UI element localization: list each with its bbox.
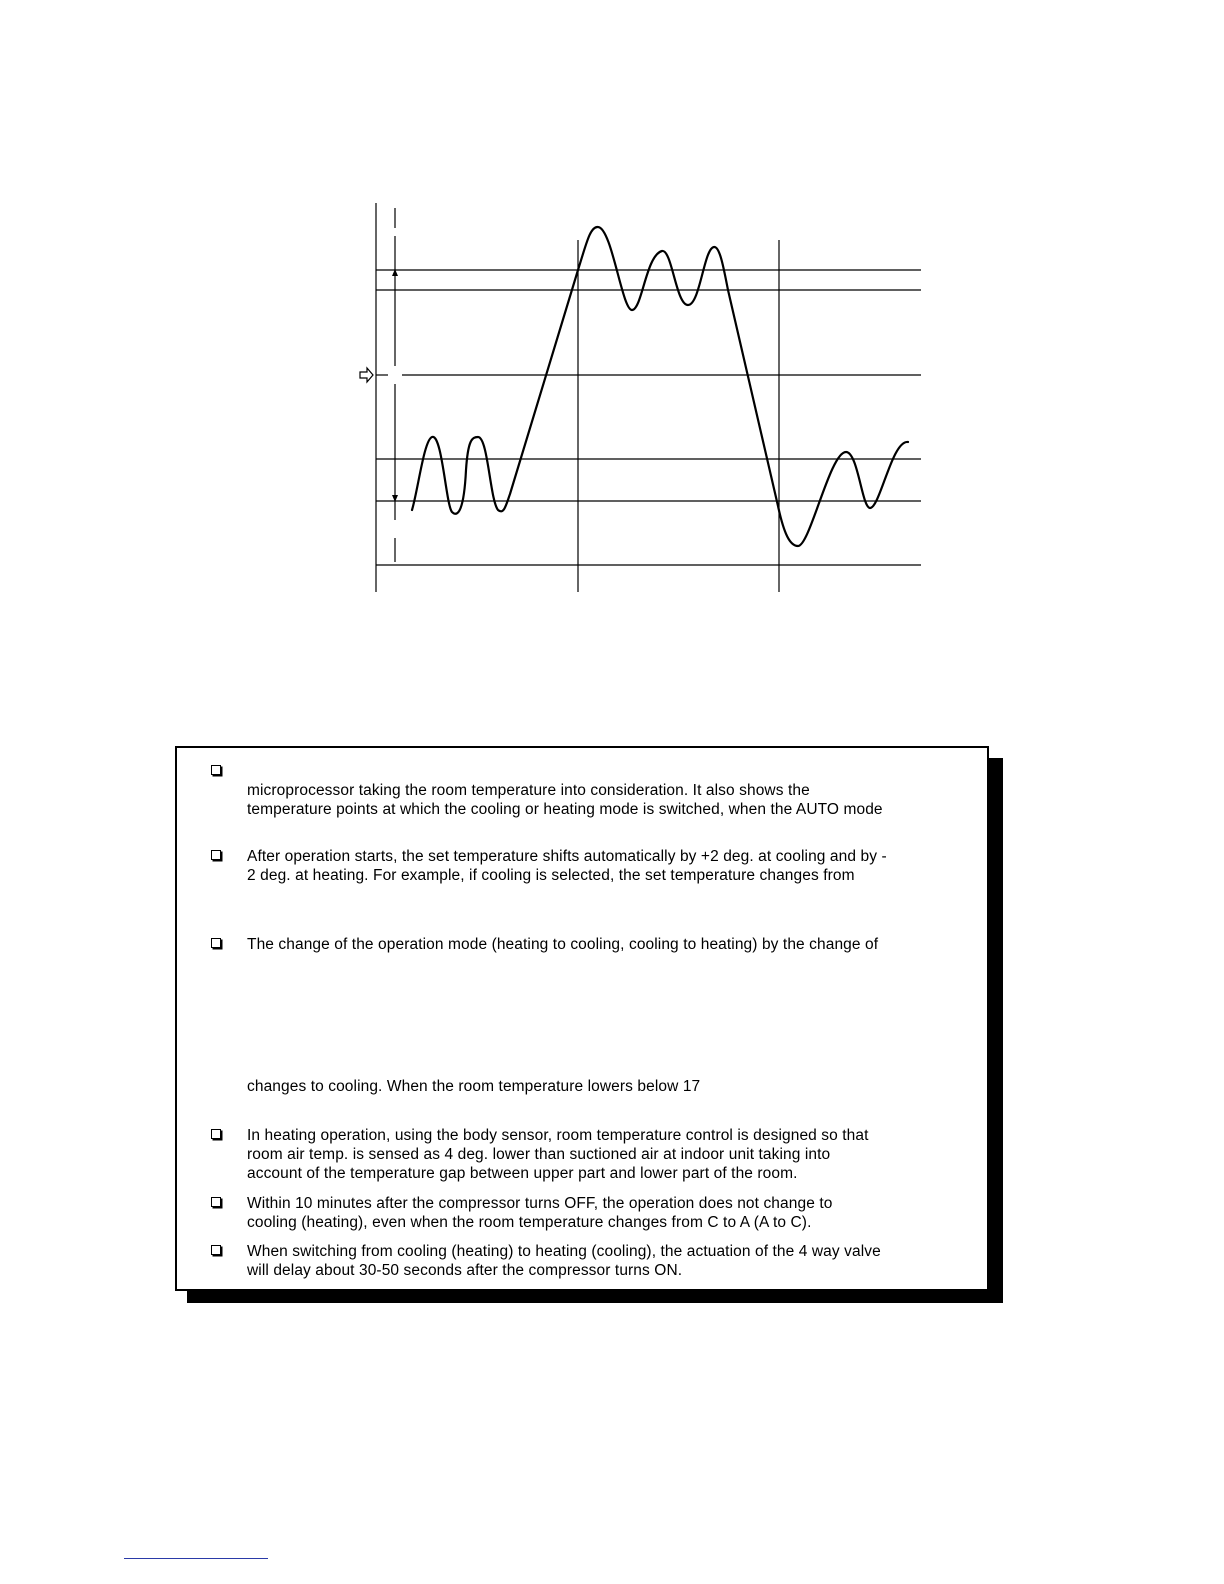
- checkbox-bullet-icon: [211, 938, 221, 948]
- right-arrow-outline-icon: [360, 368, 373, 382]
- note-line: microprocessor taking the room temperature into consideration. It also shows the: [247, 782, 810, 799]
- note-line: In heating operation, using the body sensor, room temperature control is designed so that: [247, 1127, 869, 1144]
- note-line: Within 10 minutes after the compressor turns OFF, the operation does not change to: [247, 1195, 833, 1212]
- checkbox-bullet-icon: [211, 1245, 221, 1255]
- checkbox-bullet-icon: [211, 1197, 221, 1207]
- note-line: When switching from cooling (heating) to heating (cooling), the actuation of the 4 way valve: [247, 1243, 881, 1260]
- checkbox-bullet-icon: [211, 1129, 221, 1139]
- note-line: temperature points at which the cooling or heating mode is switched, when the AUTO mode: [247, 801, 883, 818]
- note-line: After operation starts, the set temperature shifts automatically by +2 deg. at cooling and by -: [247, 848, 887, 865]
- note-line: room air temp. is sensed as 4 deg. lower than suctioned air at indoor unit taking into: [247, 1146, 831, 1163]
- footnote-separator: [124, 1558, 268, 1559]
- temperature-mode-diagram: [0, 0, 1224, 700]
- checkbox-bullet-icon: [211, 850, 221, 860]
- notes-box: [175, 746, 989, 1291]
- note-line: account of the temperature gap between upper part and lower part of the room.: [247, 1165, 798, 1182]
- room-temperature-curve: [412, 227, 908, 546]
- note-line: cooling (heating), even when the room temperature changes from C to A (A to C).: [247, 1214, 812, 1231]
- note-line: 2 deg. at heating. For example, if cooling is selected, the set temperature changes from: [247, 867, 855, 884]
- checkbox-bullet-icon: [211, 765, 221, 775]
- note-line: changes to cooling. When the room temperature lowers below 17: [247, 1078, 701, 1095]
- note-line: The change of the operation mode (heating to cooling, cooling to heating) by the change of: [247, 936, 879, 953]
- note-line: will delay about 30-50 seconds after the compressor turns ON.: [247, 1262, 683, 1279]
